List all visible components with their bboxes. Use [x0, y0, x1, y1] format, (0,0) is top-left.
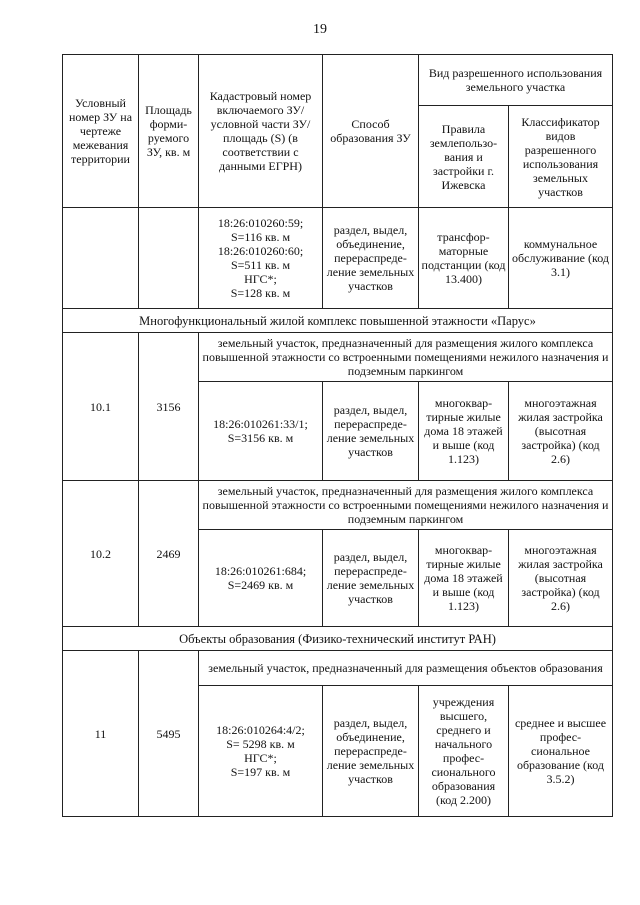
row-cadastral: 18:26:010261:684; S=2469 кв. м [199, 530, 323, 627]
row-purpose: земельный участок, предназначенный для размещения жилого комплекса повышенной этажности со встроенными помещениями нежилого назначения и подземным паркингом [199, 481, 613, 530]
header-use-group: Вид разрешенного использования земельного участка [419, 55, 613, 106]
header-row-1 [63, 55, 613, 106]
section-title: Многофункциональный жилой комплекс повышенной этажности «Парус» [63, 309, 613, 333]
section-row [63, 309, 613, 333]
header-method: Способ образования ЗУ [323, 55, 419, 208]
row-area: 2469 [139, 481, 199, 627]
row-rules: многоквар-тирные жилые дома 18 этажей и выше (код 1.123) [419, 382, 509, 481]
header-area: Площадь форми-руемого ЗУ, кв. м [139, 55, 199, 208]
row-method: раздел, выдел, объединение, перераспреде-ление земельных участков [323, 686, 419, 817]
row-num: 10.2 [63, 481, 139, 627]
row-rules: учреждения высшего, среднего и начального профес-сионального образования (код 2.200) [419, 686, 509, 817]
row-cadastral: 18:26:010264:4/2; S= 5298 кв. м НГС*; S=197 кв. м [199, 686, 323, 817]
row-classifier: многоэтажная жилая застройка (высотная застройка) (код 2.6) [509, 382, 613, 481]
land-plots-table [62, 54, 613, 817]
row-rules: трансфор-маторные подстанции (код 13.400) [419, 208, 509, 309]
row-cadastral: 18:26:010260:59; S=116 кв. м 18:26:010260:60; S=511 кв. м НГС*; S=128 кв. м [199, 208, 323, 309]
row-num: 11 [63, 651, 139, 817]
row-classifier: среднее и высшее профес-сиональное образование (код 3.5.2) [509, 686, 613, 817]
section-row [63, 627, 613, 651]
row-method: раздел, выдел, перераспреде-ление земельных участков [323, 382, 419, 481]
row-num: 10.1 [63, 333, 139, 481]
row-area [139, 208, 199, 309]
header-rules: Правила землепользо-вания и застройки г. Ижевска [419, 106, 509, 208]
row-purpose: земельный участок, предназначенный для размещения жилого комплекса повышенной этажности со встроенными помещениями нежилого назначения и подземным паркингом [199, 333, 613, 382]
row-classifier: многоэтажная жилая застройка (высотная застройка) (код 2.6) [509, 530, 613, 627]
row-area: 3156 [139, 333, 199, 481]
row-method: раздел, выдел, перераспреде-ление земельных участков [323, 530, 419, 627]
row-method: раздел, выдел, объединение, перераспреде-ление земельных участков [323, 208, 419, 309]
table-row [63, 333, 613, 382]
row-cadastral: 18:26:010261:33/1; S=3156 кв. м [199, 382, 323, 481]
header-num: Условный номер ЗУ на чертеже межевания территории [63, 55, 139, 208]
page-number: 19 [313, 22, 327, 37]
table-row [63, 208, 613, 309]
row-area: 5495 [139, 651, 199, 817]
row-rules: многоквар-тирные жилые дома 18 этажей и выше (код 1.123) [419, 530, 509, 627]
row-purpose: земельный участок, предназначенный для размещения объектов образования [199, 651, 613, 686]
section-title: Объекты образования (Физико-технический институт РАН) [63, 627, 613, 651]
row-classifier: коммунальное обслуживание (код 3.1) [509, 208, 613, 309]
row-num [63, 208, 139, 309]
table-row [63, 651, 613, 686]
header-classifier: Классификатор видов разрешенного использования земельных участков [509, 106, 613, 208]
header-cadastral: Кадастровый номер включаемого ЗУ/ условной части ЗУ/ площадь (S) (в соответствии с данными ЕГРН) [199, 55, 323, 208]
table-row [63, 481, 613, 530]
